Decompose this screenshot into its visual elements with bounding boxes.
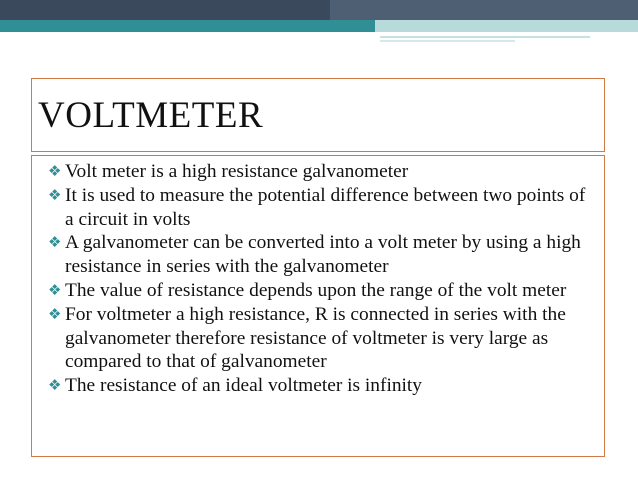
bullet-text: It is used to measure the potential difference between two points of a circuit in volts bbox=[65, 184, 586, 230]
bullet-item bbox=[48, 279, 596, 303]
diamond-bullet-icon: ❖ bbox=[48, 162, 62, 180]
bullet-item bbox=[48, 303, 596, 374]
bullet-text: A galvanometer can be converted into a volt meter by using a high resistance in series with the galvanometer bbox=[65, 232, 581, 278]
header-dark-band bbox=[0, 0, 638, 20]
header-accent-line-short bbox=[380, 40, 515, 42]
diamond-bullet-icon: ❖ bbox=[48, 185, 62, 204]
bullet-text: The resistance of an ideal voltmeter is infinity bbox=[65, 375, 422, 397]
diamond-bullet-icon: ❖ bbox=[48, 233, 62, 252]
header-accent-line bbox=[380, 36, 590, 38]
content-placeholder[interactable] bbox=[31, 155, 605, 457]
diamond-bullet-icon: ❖ bbox=[48, 280, 62, 299]
bullet-text: The value of resistance depends upon the range of the volt meter bbox=[65, 279, 567, 301]
header-teal-band bbox=[0, 20, 638, 32]
bullet-text: For voltmeter a high resistance, R is connected in series with the galvanometer therefore resistance of voltmeter is very large as compared to that of galvanometer bbox=[65, 303, 566, 373]
bullet-list bbox=[48, 160, 596, 398]
bullet-item bbox=[48, 231, 596, 279]
diamond-bullet-icon: ❖ bbox=[48, 304, 62, 323]
bullet-item bbox=[48, 184, 596, 232]
header-light-band bbox=[375, 20, 638, 32]
header-slate-band bbox=[330, 0, 638, 20]
bullet-item bbox=[48, 374, 596, 398]
bullet-text: Volt meter is a high resistance galvanometer bbox=[65, 161, 409, 182]
slide-title: VOLTMETER bbox=[38, 95, 264, 136]
bullet-item bbox=[48, 160, 596, 184]
diamond-bullet-icon: ❖ bbox=[48, 376, 62, 395]
title-placeholder[interactable] bbox=[31, 78, 605, 152]
